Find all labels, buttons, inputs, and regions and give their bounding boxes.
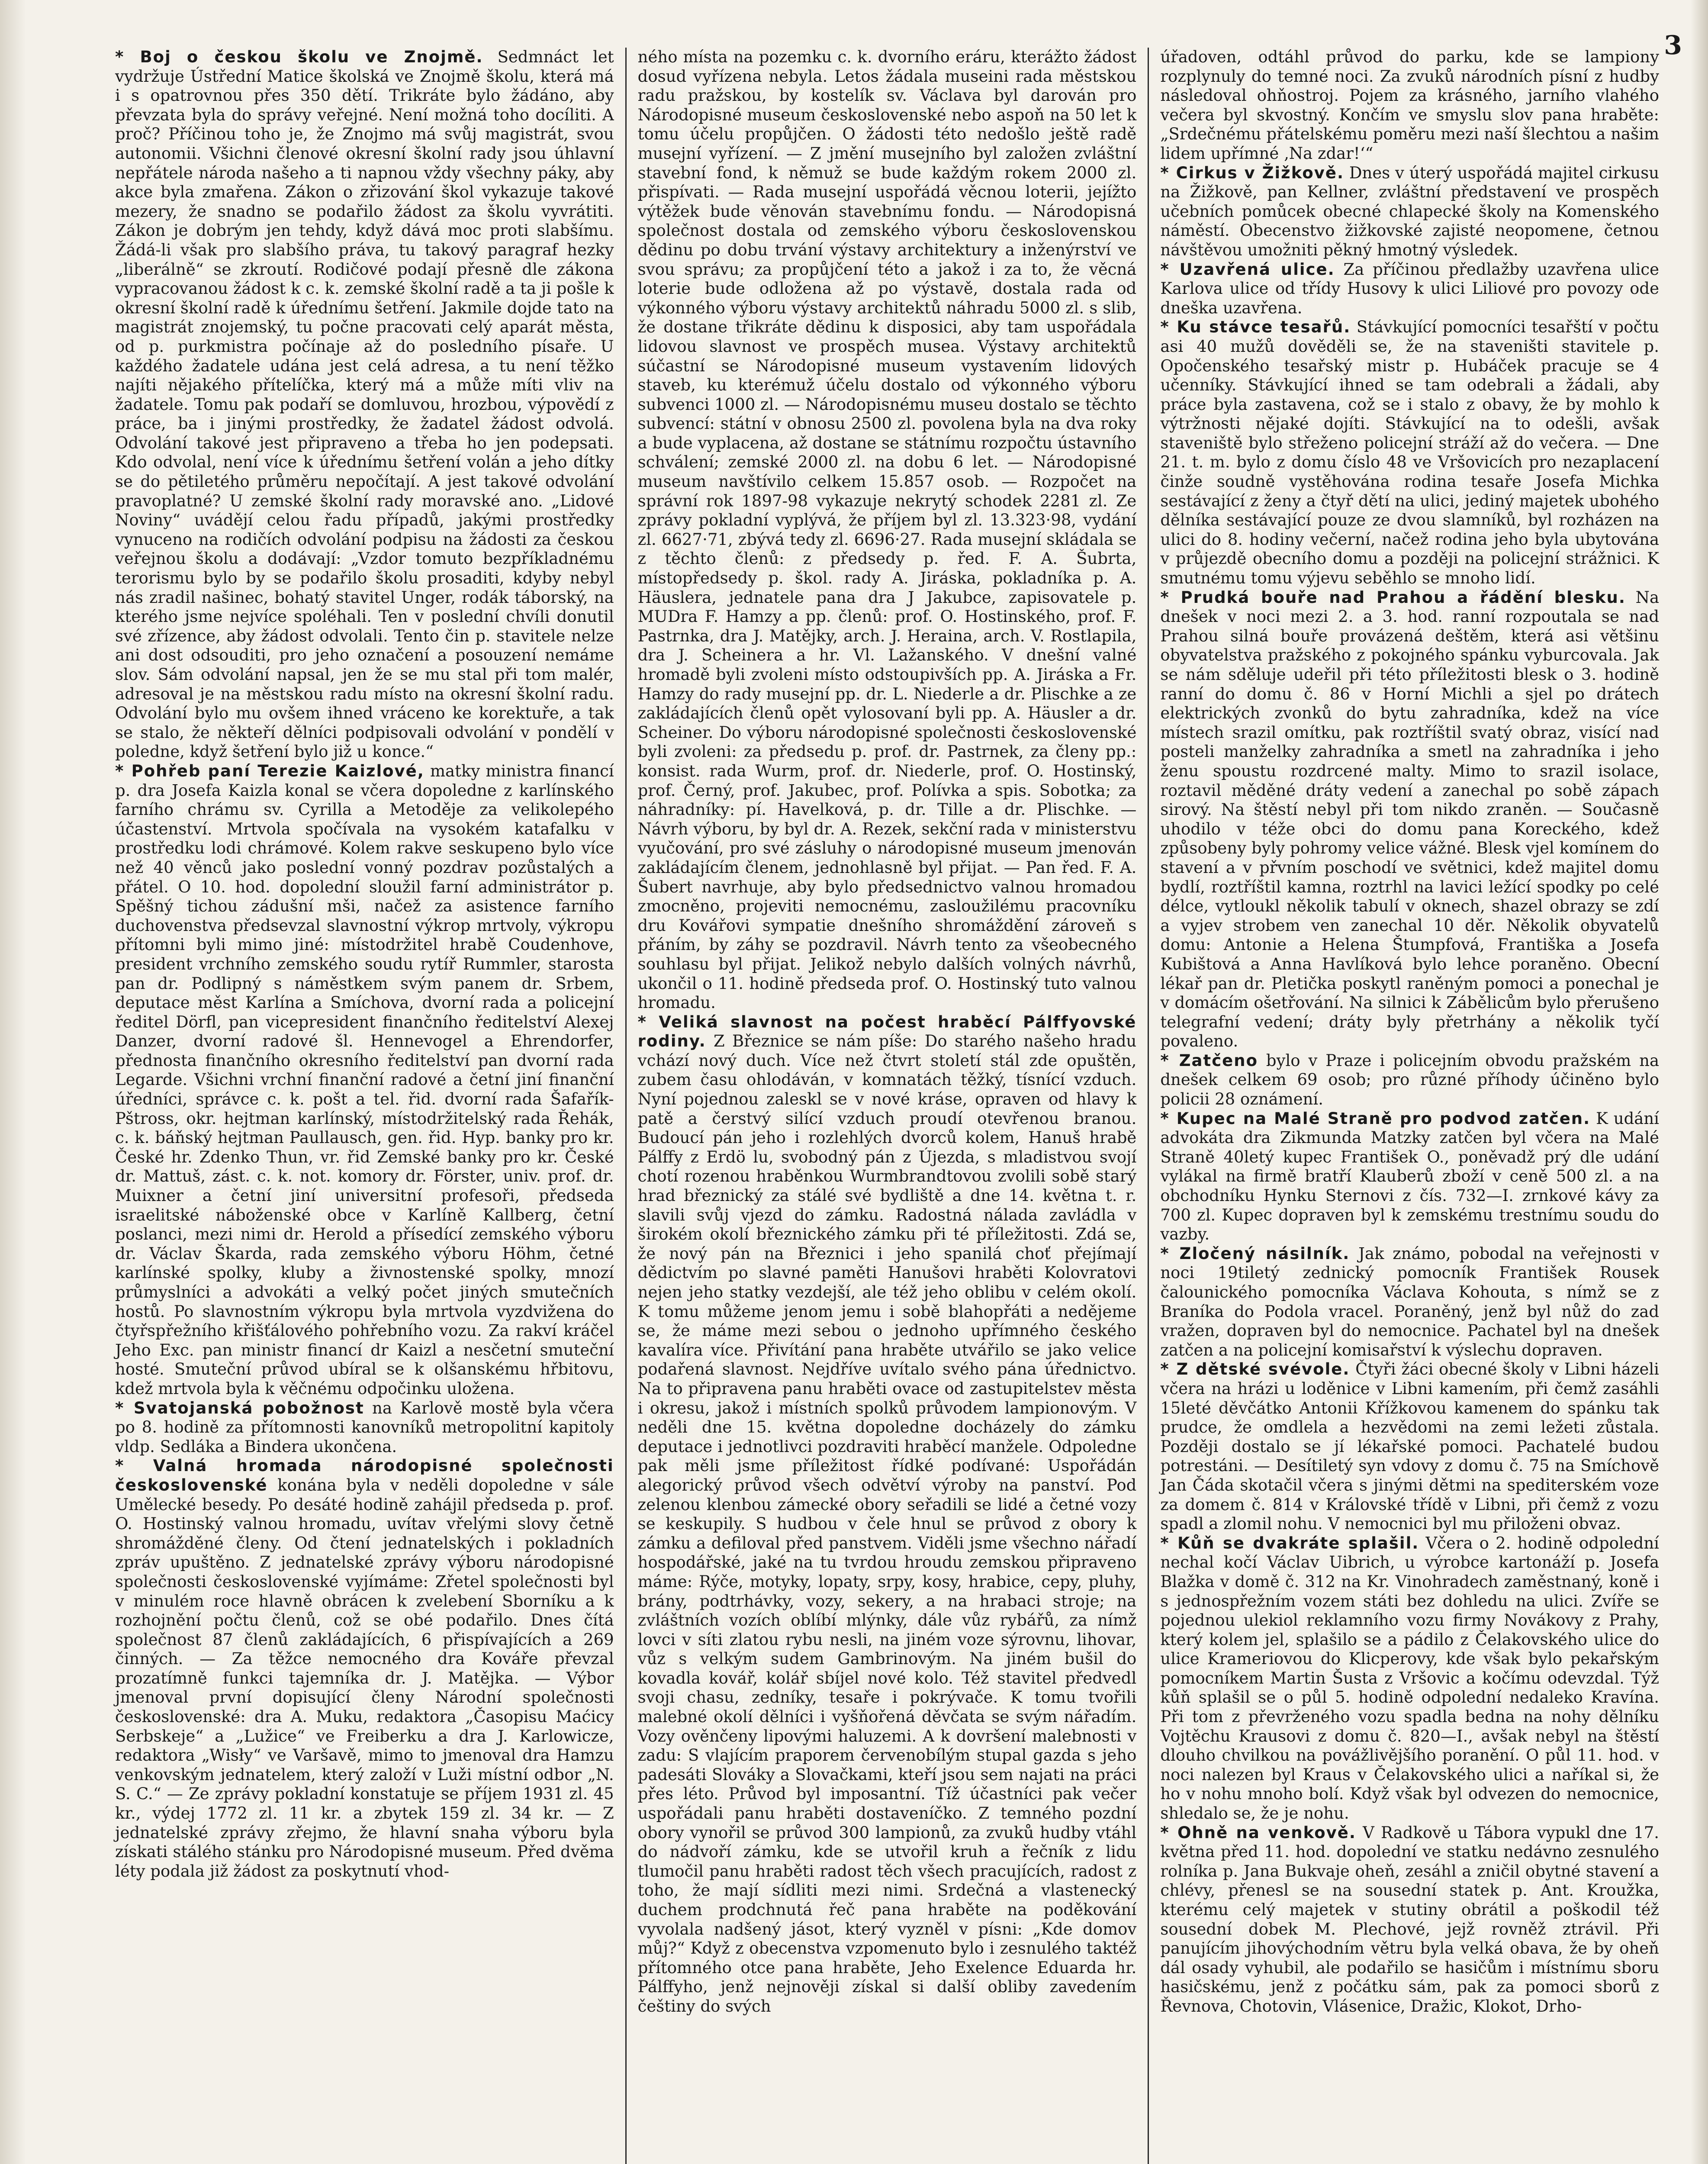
article-headline: * Cirkus v Žižkově. <box>1160 163 1345 182</box>
article <box>1160 164 1659 260</box>
article <box>1160 1823 1659 2016</box>
article <box>1160 318 1659 588</box>
article-body: Čtyři žáci obecné školy v Libni házeli včera na hrázi u loděnice v Libni kamením, při čemž zasáhli 15leté děvčátko Antonii Křížkovou kamenem do spánku tak prudce, že omdlela a hezvědomi na zemi ležeti zůstala. Později dostalo se jí lékařské pomoci. Pachatelé budou potrestáni. — Desítiletý syn vdovy z domu č. 75 na Smíchově Jan Čáda skotačil včera s jinými dětmi na spediterském voze za domem č. 814 v Královské třídě v Libni, při čemž z vozu spadl a zlomil nohu. V nemocnici byl mu přiloženi obvaz. <box>1160 1360 1660 1533</box>
article <box>115 1399 614 1457</box>
article <box>1160 1360 1659 1533</box>
article-body: matky ministra financí p. dra Josefa Kaizla konal se včera dopoledne z karlínského farního chrámu sv. Cyrilla a Metoděje za velikolepého účastenství. Mrtvola spočívala na vysokém katafalku v prostředku lodi chrámové. Kolem rakve seskupeno bylo více než 40 věnců jako poslední vonný pozdrav pozůstalých a přátel. O 10. hod. dopolední sloužil farní administrátor p. Spěšný tichou zádušní mši, načež za asistence farního duchovenstva předsevzal slavnostní výkrop mrtvoly, výkropu přítomni byli mimo jiné: místodržitel hrabě Coudenhove, president vrchního zemského soudu rytíř Rummler, starosta pan dr. Podlipný s náměstkem svým panem dr. Srbem, deputace měst Karlína a Smíchova, dvorní rada a policejní ředitel Dörfl, pan vicepresident finančního ředitelství Alexej Danzer, dvorní radové šl. Hennevogel a Ehrendorfer, přednosta finančního okresního ředitelství pan dvorní rada Legarde. Všichni vrchní finanční radové a četní jiní finanční úředníci, správce c. k. pošt a tel. řid. dvorní rada Šafařík-Pštross, okr. hejtman karlínský, místodržitelský rada Řehák, c. k. báňský hejtman Paullausch, gen. řid. Hyp. banky pro kr. České hr. Zdenko Thun, vr. řid Zemské banky pro kr. České dr. Mattuš, zást. c. k. not. komory dr. Förster, univ. prof. dr. Muixner a četní jiní universitní profesoři, předseda israelitské náboženské obce v Karlíně Kallberg, četní poslanci, mezi nimi dr. Herold a přísedící zemského výboru dr. Václav Škarda, rada zemského výboru Höhm, četné karlínské spolky, kluby a živnostenské spolky, mnozí průmyslníci a advokáti a velký počet jiných smutečních hostů. Po slavnostním výkropu byla mrtvola vyzdvižena do čtyřspřežního křišťálového pohřebního vozu. Za rakví kráčel Jeho Exc. pan ministr financí dr Kaizl a nesčetní smuteční hosté. Smuteční průvod ubíral se k olšanskému hřbitovu, kdež mrtvola byla k věčnému odpočinku uložena. <box>115 761 614 1398</box>
article-body: Dnes v úterý uspořádá majitel cirkusu na Žižkově, pan Kellner, zvláštní představení ve prospěch učebních pomůcek obecné chlapecké školy na Komenského náměstí. Obecenstvo žižkovské zajisté neopomene, četnou návštěvou umožniti pěkný hmotný výsledek. <box>1160 163 1660 259</box>
article <box>1160 48 1659 164</box>
article-headline: * Zatčeno <box>1160 1051 1258 1070</box>
article <box>638 1013 1137 2016</box>
column-3 <box>1148 48 1670 2164</box>
article-body: V Radkově u Tábora vypukl dne 17. května před 11. hod. dopolední ve statku nedávno zesnulého rolníka p. Jana Bukvaje oheň, zesáhl a zničil obytné stavení a chlévy, přenesl se na sousední statek p. Ant. Kroužka, kterému celý majetek v stutiny obrátil a poškodil též sousední dobek M. Plechové, jejž rovněž ztrávil. Při panujícím jihovýchodním větru byla velká obava, že by oheň dál osady vyhubil, ale podařilo se hasičům i místnímu sboru hasičskému, jenž z počátku sám, pak za pomoci sborů z Řevnova, Chotovin, Vlásenice, Dražic, Klokot, Drho- <box>1160 1823 1660 2016</box>
article-headline: * Kůň se dvakráte splašil. <box>1160 1533 1419 1552</box>
article-headline: * Zločený násilník. <box>1160 1244 1350 1263</box>
article <box>1160 1534 1659 1823</box>
article-headline: * Ku stávce tesařů. <box>1160 318 1351 337</box>
article-headline: * Ohně na venkově. <box>1160 1823 1356 1842</box>
article-headline: * Pohřeb paní Terezie Kaizlové, <box>115 761 425 780</box>
article-headline: * Valná hromada národopisné společnosti československé <box>115 1456 614 1494</box>
article <box>1160 1244 1659 1360</box>
article-body: ného místa na pozemku c. k. dvorního eráru, kterážto žádost dosud vyřízena nebyla. Letos žádala museini rada městskou radu pražskou, by kostelík sv. Václava byl darován pro Národopisné museum československé nebo aspoň na 50 let k tomu účelu propůjčen. O žádosti této nedošlo ještě radě musejní vyřízení. — Z jmění musejního byl založen zvláštní stavební fond, k němuž se bude každým rokem 2000 zl. přispívati. — Rada musejní uspořádá věcnou loterii, jejížto výtěžek bude věnován stavebnímu fondu. — Národopisná společnost dostala od zemského výboru československou dědinu po dobu trvání výstavy architektury a inženýrství ve svou správu; za propůjčení této a jakož i za to, že věcná loterie bude odložena až po výstavě, dostala rada od výkonného výboru výstavy architektů náhradu 5000 zl. s slib, že dostane třikráte dědinu k disposici, aby tam uspořádala lidovou slavnost ve prospěch musea. Výstavy architektů súčastní se Národopisné museum vystavením lidových staveb, ku kterémuž účelu dostalo od výkonného výboru subvenci 1000 zl. — Národopisnému museu dostalo se těchto subvencí: státní v obnosu 2500 zl. povolena byla na dva roky a bude vyplacena, až dostane se státnímu rozpočtu ústavního schválení; zemské 2000 zl. na dobu 6 let. — Národopisné museum navštívilo celkem 15.857 osob. — Rozpočet na správní rok 1897-98 vykazuje nekrytý schodek 2281 zl. Ze zprávy pokladní vyplývá, že příjem byl zl. 13.323·98, vydání zl. 6627·71, zbývá tedy zl. 6696·27. Rada musejní skládala se z těchto členů: z předsedy p. řed. F. A. Šubrta, místopředsedy p. škol. rady A. Jiráska, pokladníka p. A. Häuslera, jednatele pana dra J Jakubce, zapisovatele p. MUDra F. Hamzy a pp. členů: prof. O. Hostinského, prof. F. Pastrnka, dra J. Matějky, arch. J. Heraina, arch. V. Rostlapila, dra J. Scheinera a hr. Vl. Lažanského. V dnešní valné hromadě byli zvoleni místo odstoupivších pp. A. Jiráska a Fr. Hamzy do rady musejní pp. dr. L. Niederle a dr. Plischke a ze zakládajících členů opět vylosovaní byli pp. A. Häusler a dr. Scheiner. Do výboru národopisné společnosti československé byli zvoleni: za předsedu p. prof. dr. Pastrnek, za členy pp.: konsist. rada Wurm, prof. dr. Niederle, prof. O. Hostinský, prof. Černý, prof. Jakubec, prof. Polívka a spis. Sobotka; za náhradníky: pí. Havelková, p. dr. Tille a dr. Plischke. — Návrh výboru, by byl dr. A. Rezek, sekční rada v ministerstvu vyučování, pro své zásluhy o národopisné museum jmenován zakládajícím členem, jednohlasně byl přijat. — Pan řed. F. A. Šubert navrhuje, aby bylo předsednictvo valnou hromadou zmocněno, projeviti nemocnému, zasloužilému pracovníku dru Kovářovi sympatie dnešního shromáždění zároveň s přáním, by záhy se pozdravil. Návrh tento za všeobecného souhlasu byl přijat. Jelikož nebylo dalších volných návrhů, ukončil o 11. hodině předseda prof. O. Hostinský tuto valnou hromadu. <box>637 48 1137 1012</box>
article <box>115 762 614 1399</box>
article <box>1160 260 1659 318</box>
article <box>1160 588 1659 1051</box>
page-number: 3 <box>1664 30 1682 61</box>
article-body: K udání advokáta dra Zikmunda Matzky zatčen byl včera na Malé Straně 40letý kupec František O., poněvadž prý dle udání vylákal na firmě bratří Klauberů zboží v ceně 500 zl. a na obchodníku Hynku Sternovi z čís. 732—I. zrnkové kávy za 700 zl. Kupec dopraven byl k zemskému trestnímu soudu do vazby. <box>1160 1109 1660 1244</box>
column-2 <box>625 48 1148 2164</box>
article <box>638 48 1137 1013</box>
article-body: Za příčinou předlažby uzavřena ulice Karlova ulice od třídy Husovy k ulici Liliové pro povozy ode dneška uzavřena. <box>1160 260 1660 317</box>
article-headline: * Kupec na Malé Straně pro podvod zatčen. <box>1160 1109 1591 1128</box>
article-body: Stávkující pomocníci tesařští v počtu asi 40 mužů dověděli se, že na staveništi stavitele p. Opočenského tesařský mistr p. Hubáček pracuje se 4 učenníky. Stávkující ihned se tam odebrali a žádali, aby práce byla zastavena, což se i stalo z obavy, že by mohlo k výtržnosti nějaké dojíti. Stávkující na to odešli, avšak staveniště bylo střeženo policejní stráží až do večera. — Dne 21. t. m. bylo z domu číslo 48 ve Vršovicích pro nezaplacení činže soudně vystěhována rodina tesaře Josefa Michka sestávající z ženy a čtyř dětí na ulici, jediný majetek ubohého dělníka sestávající pouze ze dvou slamníků, byl rozházen na ulici do 8. hodiny večerní, načež rodina jeho byla ubytována v průjezdě obecního domu a později na policejní strážnici. K smutnému tomu výjevu seběhlo se mnoho lidí. <box>1160 318 1660 588</box>
article-body: Včera o 2. hodině odpolední nechal kočí Václav Uibrich, u výrobce kartonáží p. Josefa Blažka v domě č. 312 na Kr. Vinohradech zaměstnaný, koně i s jednospřežním vozem státi bez dohledu na ulici. Zvíře se pojednou ulekiol reklamního vozu firmy Novákovy z Prahy, který kolem jel, splašilo se a pádilo z Čelakovského ulice do ulice Krameriovou do Klicperovy, kde však bylo pekařským pomocníkem Martin Šusta z Vršovic a kočímu odevzdal. Týž kůň splašil se o půl 5. hodině odpolední nedaleko Kravína. Při tom z převrženého vozu spadla bedna na nohy dělníku Vojtěchu Krausovi z domu č. 820—I., avšak nebyl na štěstí dlouho chvilkou na povážlivějšího poranění. O půl 11. hod. v noci nalezen byl Kraus v Čelakovského ulici a naříkal si, že ho v nohu mnoho bolí. Když však byl odvezen do nemocnice, shledalo se, že je nohu. <box>1160 1533 1660 1823</box>
article-headline: * Z dětské svévole. <box>1160 1360 1350 1379</box>
article-headline: * Svatojanská pobožnost <box>115 1398 364 1417</box>
right-edge <box>1691 0 1708 2164</box>
column-1 <box>104 48 625 2164</box>
article-headline: * Veliká slavnost na počest hraběcí Pálffyovské rodiny. <box>637 1012 1137 1051</box>
article-body: úřadoven, odtáhl průvod do parku, kde se lampiony rozplynuly do temné noci. Za zvuků národních písní z hudby následoval ohňostroj. Pojem za krásného, jarního vlahého večera byl skvostný. Končím ve smyslu slov pana hraběte: „Srdečnému přátelskému poměru mezi naší šlechtou a našim lidem upřímné ‚Na zdar!‘“ <box>1160 48 1660 163</box>
article <box>115 1456 614 1881</box>
article-body: Na dnešek v noci mezi 2. a 3. hod. ranní rozpoutala se nad Prahou silná bouře provázená deštěm, která asi většinu obyvatelstva pražského z pokojného spánku vyburcovala. Jak se nám sděluje udeřil při této příležitosti blesk o 3. hodině ranní do domu č. 86 v Horní Michli a sjel po drátech elektrických zvonků do bytu zahradníka, kdež na více místech srazil omítku, pak roztříštil svatý obraz, visící nad posteli manželky zahradníka a smetl na zahradníka i jeho ženu spoustu rozdrcené malty. Mimo to srazil isolace, roztavil měděné dráty vedení a zanechal po sobě zápach sirový. Na štěstí nebyl při tom nikdo zraněn. — Současně uhodilo v téže obci do domu pana Koreckého, kdež způsobeny byly pohromy velice vážné. Blesk vjel komínem do stavení a v přvním poschodí ve světnici, kdež majitel domu bydlí, roztříštil kamna, roztrhl na lavici ležící spodky po celé délce, vytloukl několik tabulí v oknech, shazel obrazy se zdí a vyjev strobem ven zanechal 10 děr. Několik obyvatelů domu: Antonie a Helena Štumpfová, Františka a Josefa Kubištová a Anna Havlíková bylo lehce poraněno. Obecní lékař pan dr. Pletička poskytl raněným pomoci a ponechal je v domácím ošetřování. Na silnici k Zábělicům bylo přerušeno telegrafní vedení; dráty byly přetrhány a několik tyčí povaleno. <box>1160 588 1660 1051</box>
article-headline: * Prudká bouře nad Prahou a řádění blesku. <box>1160 588 1626 607</box>
article-body: na Karlově mostě byla včera po 8. hodině za přítomnosti kanovníků metropolitní kapitoly vldp. Sedláka a Bindera ukončena. <box>115 1398 614 1456</box>
article-body: Sedmnáct let vydržuje Ústřední Matice školská ve Znojmě školu, která má i s opatrovnou přes 350 dětí. Trikráte bylo žádáno, aby převzata byla do správy veřejné. Není možná toho docíliti. A proč? Příčinou toho je, že Znojmo má svůj magistrát, svou autonomii. Všichni členové okresní školní rady jsou úhlavní nepřátele národa našeho a ti napnou vždy všechny páky, aby akce byla zmařena. Zákon o zřizování škol vykazuje takové mezery, že snadno se podařilo žádost za školu vyvrátiti. Zákon je dobrým jen tehdy, když dává moc proti slabšímu. Žádá-li však pro slabšího práva, tu takový paragraf hezky „liberálně“ se zkroutí. Rodičové podají přesně dle zákona vypracovanou žádost k c. k. zemské školní radě a ta ji pošle k okresní školní radě k úřednímu šetření. Jakmile dojde tato na magistrát znojemský, tu počne pracovati celý aparát města, od p. purkmistra počínaje až do posledního písaře. U každého žadatele udána jest celá adresa, a tu není těžko najíti nějakého přítelíčka, který má a může míti vliv na žadatele. Tomu pak podaří se domluvou, hrozbou, výpovědí z práce, ba i jinými prostředky, že žadatel žádost odvolá. Odvolání takové jest připraveno a třeba ho jen podepsati. Kdo odvolal, není více k úřednímu šetření volán a jeho dítky se do pětiletého průměru nepočítají. A jest takové odvolání pravoplatné? U zemské školní rady moravské ano. „Lidové Noviny“ uvádějí celou řadu případů, jakými prostředky vynuceno na rodičích odvolání podpisu na žádosti za českou veřejnou školu a dodávají: „Vzdor tomuto bezpříkladnému terorismu bylo by se podařilo školu prosaditi, kdyby nebyl nás zradil našinec, bohatý stavitel Unger, rodák táborský, na kterého jsme nejvíce spoléhali. Ten v poslední chvíli donutil své zřízence, aby žádost odvolali. Tento čin p. stavitele nelze ani dost odsouditi, pro jeho označení a posouzení nemáme slov. Sám odvolání napsal, jen že se mu stal při tom malér, adresoval je na městskou radu místo na okresní školní radu. Odvolání bylo mu ovšem ihned vráceno ke korektuře, a tak se stalo, že někteří dělníci podpisovali odvolání v pondělí v poledne, když šetření bylo již u konce.“ <box>115 48 614 761</box>
article <box>1160 1109 1659 1244</box>
article-body: Z Březnice se nám píše: Do starého našeho hradu vchází nový duch. Více než čtvrt století stál zde opuštěn, zubem času ohlodáván, v komnatách těžký, tísnící vzduch. Nyní pojednou zaleskl se v nové kráse, opraven od hlavy k patě a čerstvý silící vzduch proudí otevřenou branou. Budoucí pán jeho i rozlehlých dvorců kolem, Hanuš hrabě Pálffy z Erdö lu, svobodný pán z Újezda, s mladistvou svojí chotí rozenou hraběnkou Wurmbrandtovou zvolili sobě starý hrad březnický za stálé své bydliště a dne 14. května t. r. slavili svůj vjezd do zámku. Radostná nálada zavládla v širokém okolí březnického zámku při té příležitosti. Zdá se, že nový pán na Březnici i jeho spanilá choť přejímají dědictvím po slavné paměti Hanušovi hraběti Kolovratovi nejen jeho statky vezdejší, ale též jeho oblibu v celém okolí. K tomu můžeme jenom jemu i sobě blahopřáti a nedějeme se, že máme mezi sebou o jednoho upřímného českého kavalíra více. Přivítání pana hraběte utvářilo se jako velice podařená slavnost. Nejdříve uvítalo svého pána úřednictvo. Na to připravena panu hraběti ovace od zastupitelstev města i okresu, jakož i místních spolků průvodem lampionovým. V neděli dne 15. května dopoledne docházely do zámku deputace i jednotlivci pozdraviti hraběcí manžele. Odpoledne pak měli jsme příležitost řídké podívané: Uspořádán alegorický průvod všech odvětví výroby na panství. Pod zelenou klenbou zámecké obory seřadili se lidé a četné vozy se keskupily. S hudbou v čele hnul se průvod z obory k zámku a defiloval před panstvem. Viděli jsme všechno nářadí hospodářské, jaké na tu tvrdou hroudu zemskou připraveno máme: Rýče, motyky, lopaty, srpy, kosy, hrabice, cepy, pluhy, brány, podtrhávky, vozy, sekery, a na hrabaci stroje; na zvláštních vozích oblíbí mlýnky, dále vůz rybářů, za nímž lovci v síti zlatou rybu nesli, na jiném voze sýrovnu, lihovar, vůz s velkým sudem Gambrinovým. Na jiném bušil do kovadla kovář, kolář sbíjel nové kolo. Též stavitel předvedl svoji chasu, zedníky, tesaře i pokrývače. K tomu tvořili malebné okolí dělníci i vyšňořená děvčata se svým nářadím. Vozy ověnčeny lipovými haluzemi. A k dovršení malebnosti v zadu: S vlajícím praporem červenobílým stupal gazda s jeho padesáti Slováky a Slovačkami, kteří jsou sem najati na práci přes léto. Průvod byl imposantní. Tíž účastníci pak večer uspořádali panu hraběti dostaveníčko. Z temného pozdní obory vynořil se průvod 300 lampionů, za zvuků hudby vtáhl do nádvoří zámku, kde se utvořil kruh a řečník z lidu tlumočil panu hraběti radost těch všech pracujících, radost z toho, že mají sídliti mezi nimi. Srdečná a vlastenecký duchem prodchnutá řeč pana hraběte na poděkování vyvolala nadšený jásot, který vyzněl v písni: „Kde domov můj?“ Když z obecenstva vzpomenuto bylo i zesnulého taktéž přítomného otce pana hraběte, Jeho Exelence Eduarda hr. Pálffyho, jenž nejnověji získal si další obliby zavedením češtiny do svých <box>637 1032 1137 2016</box>
columns <box>104 48 1670 2164</box>
article-body: konána byla v neděli dopoledne v sále Umělecké besedy. Po desáté hodině zahájil předseda p. prof. O. Hostinský valnou hromadu, uvítav vřelými slovy četně shromážděné členy. Od čtení jednatelských i pokladních zpráv upuštěno. Z jednatelské zprávy výboru národopisné společnosti československé vyjímáme: Zřetel společnosti byl v minulém roce hlavně obrácen k zvelebení Sborníku a k rozhojnění počtu členů, což se obé podařilo. Dnes čítá společnost 87 členů zakládajících, 6 přispívajících a 269 činných. — Za těžce nemocného dra Kováře převzal prozatímně funkci tajemníka dr. J. Matějka. — Výbor jmenoval první dopisující členy Národní společnosti československé: dra A. Muku, redaktora „Časopisu Maćicy Serbskeje“ a „Lužice“ ve Freiberku a dra J. Karlowicze, redaktora „Wisły“ ve Varšavě, mimo to jmenoval dra Hamzu venkovským jednatelem, který založí v Luži místní odbor „N. S. C.“ — Ze zprávy pokladní konstatuje se příjem 1931 zl. 45 kr., výdej 1772 zl. 11 kr. a zbytek 159 zl. 34 kr. — Z jednatelské zprávy zřejmo, že hlavní snaha výboru byla získati stálého stánku pro Národopisné museum. Před dvěma léty podala již žádost za poskytnutí vhod- <box>115 1475 614 1881</box>
article-body: bylo v Praze i policejním obvodu pražském na dnešek celkem 69 osob; pro různé příhody účiněno bylo policii 28 oznámení. <box>1160 1051 1660 1109</box>
article-headline: * Boj o českou školu ve Znojmě. <box>115 48 483 66</box>
binding-edge <box>0 0 26 2164</box>
article <box>1160 1051 1659 1109</box>
article-body: Jak známo, pobodal na veřejnosti v noci 19tiletý zednický pomocník František Rousek čalounického pomocníka Václava Kohouta, s nímž se z Braníka do Podola vracel. Poraněný, jenž byl nůž do zad vražen, dopraven byl do nemocnice. Pachatel byl na dnešek zatčen a na policejní komisařství k výslechu dopraven. <box>1160 1244 1660 1359</box>
article-headline: * Uzavřená ulice. <box>1160 260 1335 279</box>
article <box>115 48 614 762</box>
